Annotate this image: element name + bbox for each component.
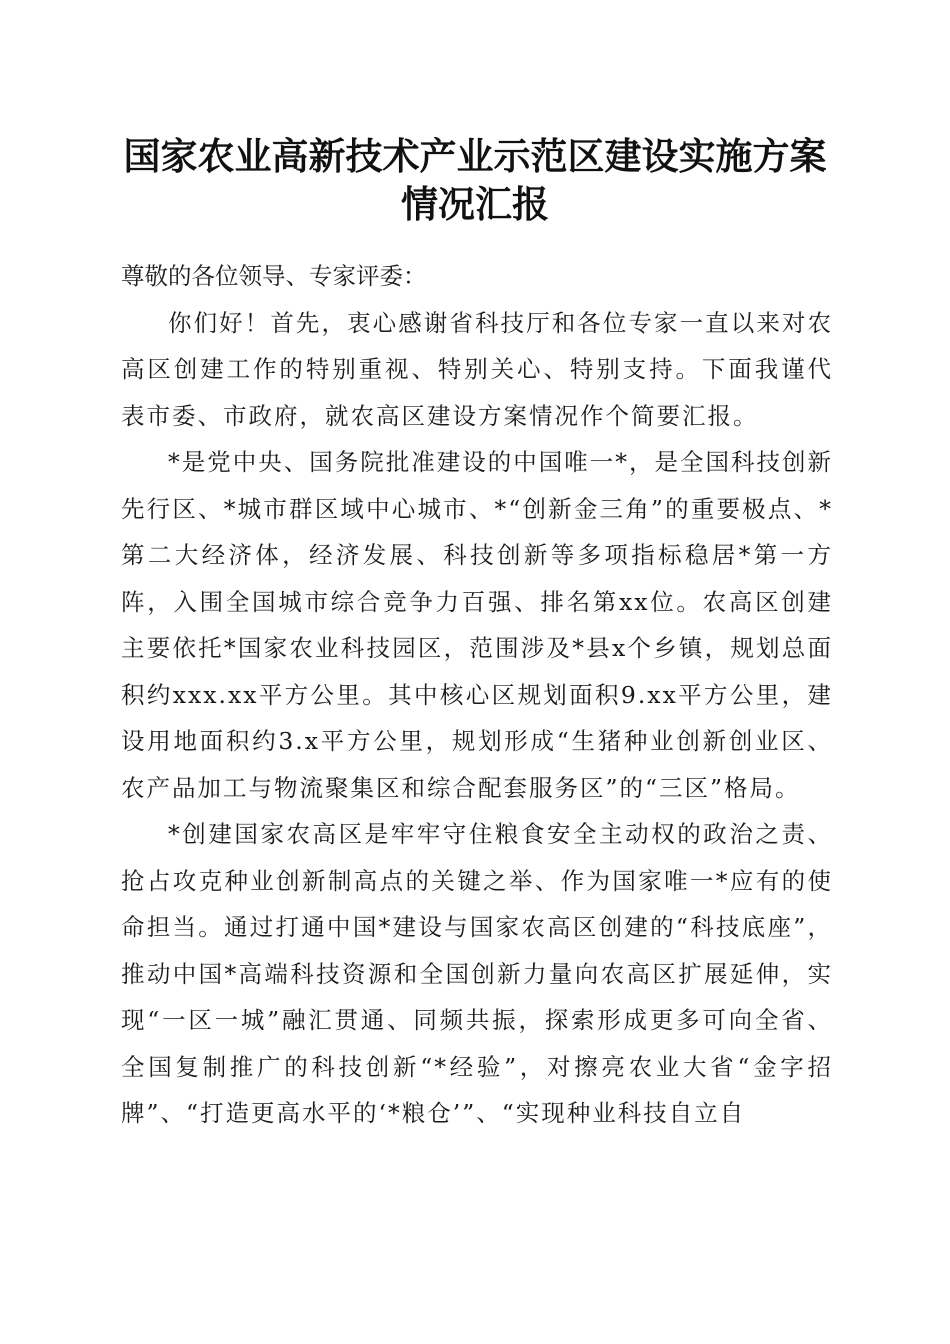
- document-title: 国家农业高新技术产业示范区建设实施方案情况汇报: [123, 134, 827, 226]
- document-body: [121, 253, 833, 1137]
- paragraph-greeting: 你们好！首先，衷心感谢省科技厅和各位专家一直以来对农高区创建工作的特别重视、特别关心、特别支持。下面我谨代表市委、市政府，就农高区建设方案情况作个简要汇报。: [121, 308, 833, 430]
- paragraph-significance: *创建国家农高区是牢牢守住粮食安全主动权的政治之责、抢占攻克种业创新制高点的关键之举、作为国家唯一*应有的使命担当。通过打通中国*建设与国家农高区创建的“科技底座”，推动中国*高端科技资源和全国创新力量向农高区扩展延伸，实现“一区一城”融汇贯通、同频共振，探索形成更多可向全省、全国复制推广的科技创新“*经验”，对擦亮农业大省“金字招牌”、“打造更高水平的‘*粮仓’”、“实现种业科技自立自: [121, 820, 833, 1127]
- salutation: 尊敬的各位领导、专家评委：: [121, 262, 427, 290]
- paragraph-city-overview: *是党中央、国务院批准建设的中国唯一*，是全国科技创新先行区、*城市群区域中心城市、*“创新金三角”的重要极点、*第二大经济体，经济发展、科技创新等多项指标稳居*第一方阵，入围全国城市综合竞争力百强、排名第xx位。农高区创建主要依托*国家农业科技园区，范围涉及*县x个乡镇，规划总面积约xxx.xx平方公里。其中核心区规划面积9.xx平方公里，建设用地面积约3.x平方公里，规划形成“生猪种业创新创业区、农产品加工与物流聚集区和综合配套服务区”的“三区”格局。: [121, 448, 833, 802]
